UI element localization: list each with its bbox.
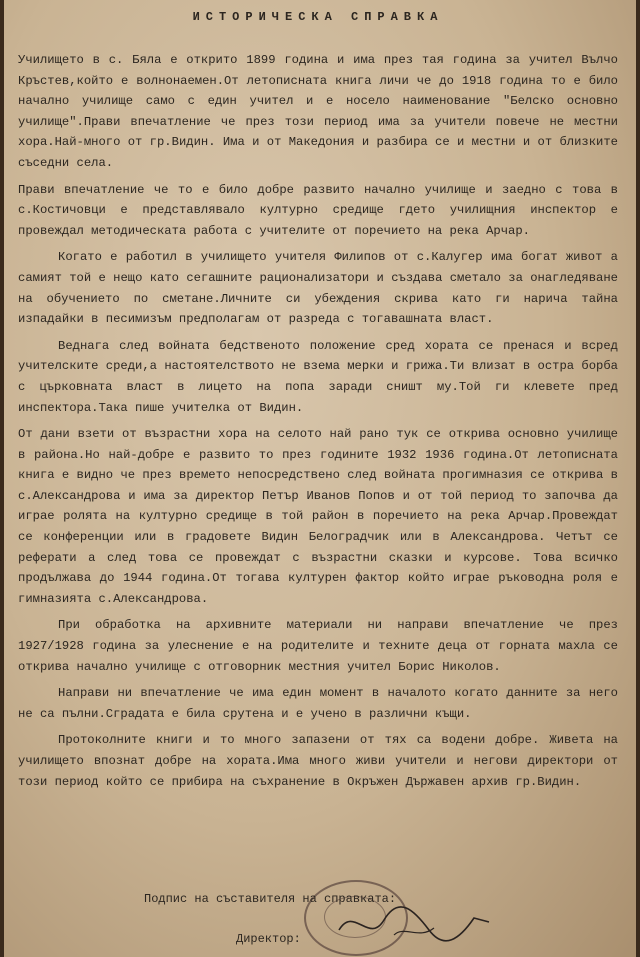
paragraph-5: От дани взети от възрастни хора на селото най рано тук се открива основно училище в района.Но най-добре е развито то през годините 1932 1936 година.От летописната книга е видно че през времето непосредствено след войната прогимназия се открива в с.Александрова и има за директор Петър Иванов Попов и от той период то започва да играе ролята на културно средище в той район в поречието на река Арчар.Провеждат се конференции или в градовете Видин Белоградчик или в Александрова. Четът се реферати а след това се провеждат с възрастни сказки и курсове. Това всичко продължава до 1944 година.От тогава културен фактор който играе ръководна роля е гимназията с.Александрова. <box>18 427 618 606</box>
handwritten-signature <box>334 900 494 950</box>
signature-line: Подпис на съставителя на справката: <box>144 892 397 906</box>
director-label: Директор: <box>236 932 301 946</box>
paragraph-2: Прави впечатление че то е било добре развито начално училище и заедно с това в с.Костичовци е представлявало културно средище гдето училищния инспектор е провеждал методическата работа с учителите от поречието на река Арчар. <box>18 182 618 238</box>
paragraph-3: Когато е работил в училището учителя Филипов от с.Калугер има богат живот а самият той е нещо като сегашните рационализатори и създава сметало за онагледяване на обучението по сметане.Личните си убеждения скрива като ги нарича тайна изпадайки в песимизъм предполагам от разреда с тогавашната власт. <box>18 250 618 327</box>
document-page <box>4 0 636 957</box>
paragraph-6: При обработка на архивните материали ни направи впечатление че през 1927/1928 година за улеснение е на родителите и техните деца от горната махла се открива начално училище с отговорник местния учител Борис Николов. <box>18 618 618 674</box>
paragraph-7: Направи ни впечатление че има един момент в началото когато данните за него не са пълни.Сградата е била срутена и е учено в различни къщи. <box>18 686 618 721</box>
paragraph-4: Веднага след войната бедственото положение сред хората се пренася и всред учителските среди,а настоятелството не взема мерки и грижа.Ти влизат в остра борба с църковната власт в лицето на попа заради сништ му.Той ги клевете пред инспектора.Така пише учителка от Видин. <box>18 338 618 415</box>
paragraph-1: Училището в с. Бяла е открито 1899 година и има през тая година за учител Вълчо Кръстев,който е волнонаемен.От летописната книга личи че до 1918 година то е било начално училище само с един учител и е носело наименование "Белско основно училище".Прави впечатление че през този период има за учители повече не местни хора.Най-много от гр.Видин. Има и от Македония и разбира се и местни и от близките съседни села. <box>18 53 618 170</box>
signature-block <box>4 870 636 957</box>
paragraph-8: Протоколните книги и то много запазени от тях са водени добре. Живета на училището впознат добре на хората.Има много живи учители и негови директори от този период който се прибира на съхранение в Окръжен Държавен архив гр.Видин. <box>18 733 618 789</box>
document-title: ИСТОРИЧЕСКА СПРАВКА <box>192 10 444 24</box>
